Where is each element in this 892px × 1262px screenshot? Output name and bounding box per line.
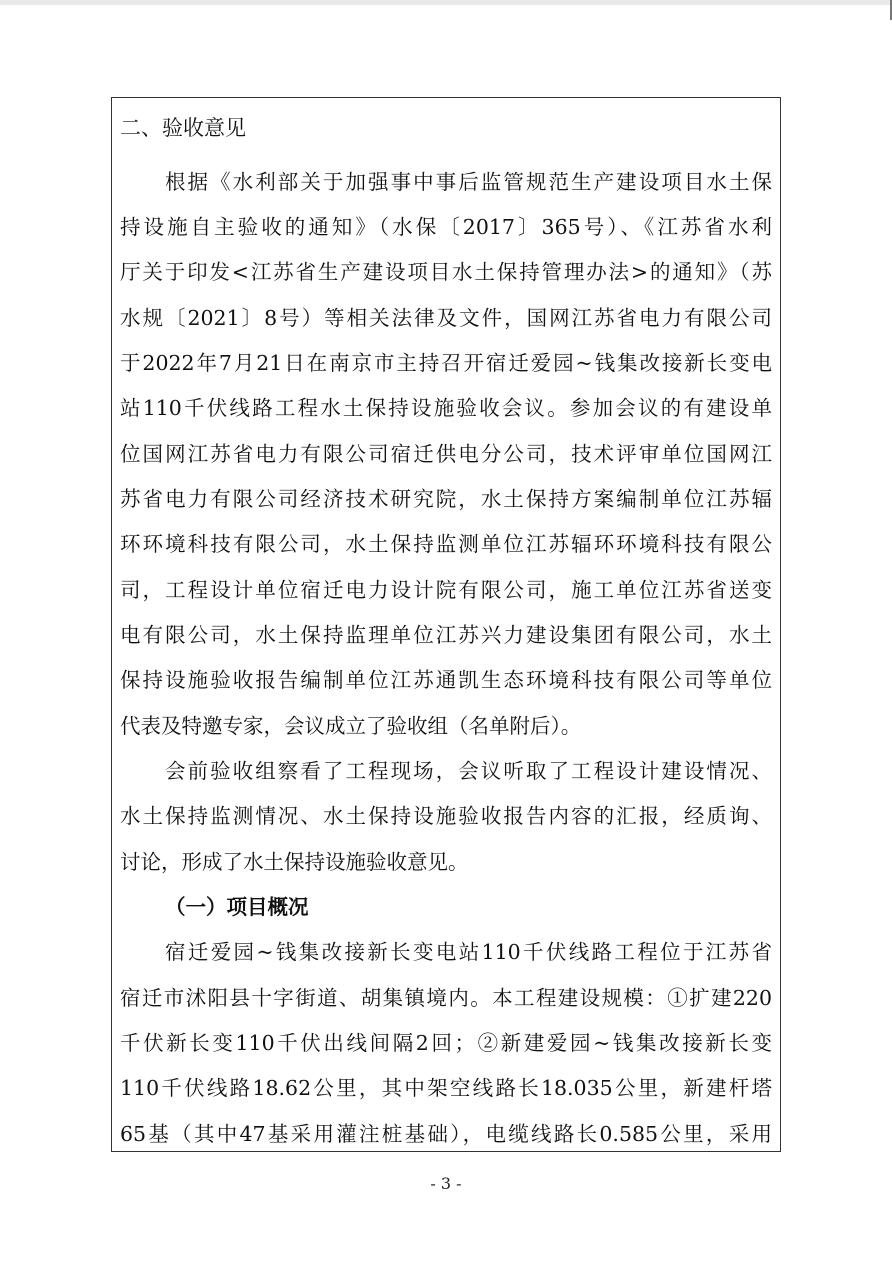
paragraph-line: 宿迁市沭阳县十字街道、胡集镇境内。本工程建设规模：①扩建220	[120, 986, 772, 1010]
paragraph-line: 环环境科技有限公司，水土保持监测单位江苏辐环环境科技有限公	[120, 532, 772, 556]
subsection-title: （一）项目概况	[165, 895, 309, 919]
paragraph-line: 根据《水利部关于加强事中事后监管规范生产建设项目水土保	[165, 170, 772, 194]
document-frame	[111, 97, 781, 1152]
paragraph-line: 65基（其中47基采用灌注桩基础），电缆线路长0.585公里，采用	[120, 1122, 772, 1146]
paragraph-line: 厅关于印发<江苏省生产建设项目水土保持管理办法>的通知》（苏	[120, 260, 772, 284]
paragraph-line: 水规〔2021〕8号）等相关法律及文件，国网江苏省电力有限公司	[120, 306, 772, 330]
scan-top-edge	[0, 0, 892, 5]
paragraph-line: 站110千伏线路工程水土保持设施验收会议。参加会议的有建设单	[120, 396, 772, 420]
page-number: - 3 -	[430, 1174, 462, 1193]
section-title: 二、验收意见	[120, 116, 246, 140]
paragraph-line: 宿迁爱园~钱集改接新长变电站110千伏线路工程位于江苏省	[165, 940, 772, 964]
paragraph-line: 司，工程设计单位宿迁电力设计院有限公司，施工单位江苏省送变	[120, 578, 772, 602]
paragraph-line: 苏省电力有限公司经济技术研究院，水土保持方案编制单位江苏辐	[120, 487, 772, 511]
paragraph-line: 保持设施验收报告编制单位江苏通凯生态环境科技有限公司等单位	[120, 668, 772, 692]
paragraph-line: 代表及特邀专家，会议成立了验收组（名单附后）。	[120, 714, 582, 738]
paragraph-line: 位国网江苏省电力有限公司宿迁供电分公司，技术评审单位国网江	[120, 442, 772, 466]
paragraph-line: 水土保持监测情况、水土保持设施验收报告内容的汇报，经质询、	[120, 804, 772, 828]
paragraph-line: 110千伏线路18.62公里，其中架空线路长18.035公里，新建杆塔	[120, 1076, 772, 1100]
paragraph-line: 于2022年7月21日在南京市主持召开宿迁爱园~钱集改接新长变电	[120, 351, 772, 375]
paragraph-line: 讨论，形成了水土保持设施验收意见。	[120, 850, 469, 874]
paragraph-line: 持设施自主验收的通知》（水保〔2017〕365号）、《江苏省水利	[120, 215, 772, 239]
paragraph-line: 千伏新长变110千伏出线间隔2回；②新建爱园~钱集改接新长变	[120, 1031, 772, 1055]
paragraph-line: 电有限公司，水土保持监理单位江苏兴力建设集团有限公司，水土	[120, 623, 772, 647]
paragraph-line: 会前验收组察看了工程现场，会议听取了工程设计建设情况、	[165, 759, 772, 783]
